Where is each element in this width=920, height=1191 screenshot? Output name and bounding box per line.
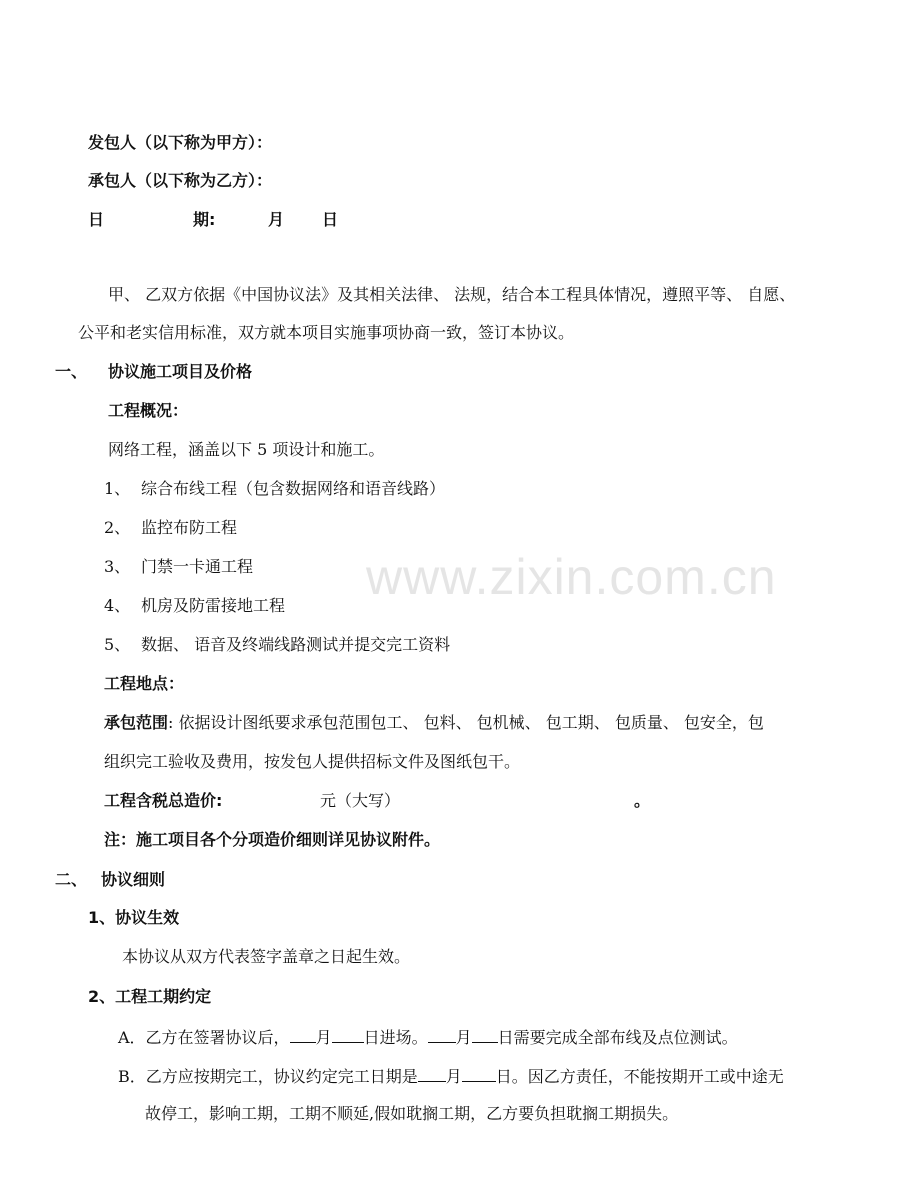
price-label: 工程含税总造价: xyxy=(104,791,223,810)
section-1-note: 注：施工项目各个分项造价细则详见协议附件。 xyxy=(104,830,441,849)
party-a-label: 发包人（以下称为甲方）： xyxy=(88,133,273,152)
date-day: 日 xyxy=(322,210,339,229)
price-end: 。 xyxy=(634,791,651,810)
blank-field xyxy=(428,1026,456,1043)
clause-b xyxy=(118,1065,784,1087)
scope-line-1 xyxy=(104,713,764,733)
list-item: 机房及防雷接地工程 xyxy=(141,596,286,615)
overview-text: 网络工程，涵盖以下 5 项设计和施工。 xyxy=(108,440,385,459)
section-1-title: 协议施工项目及价格 xyxy=(108,362,253,381)
clause-a-month1: 月 xyxy=(315,1028,332,1047)
watermark: www.zixin.com.cn xyxy=(366,549,777,605)
intro-line-1: 甲、 乙双方依据《中国协议法》及其相关法律、 法规，结合本工程具体情况，遵照平等、 自愿、 xyxy=(108,285,796,304)
blank-field xyxy=(462,1065,496,1082)
list-item-number: 3、 xyxy=(104,557,131,576)
section-1-number: 一、 xyxy=(55,362,88,381)
section-2-number: 二、 xyxy=(55,870,88,889)
clause-a-month2: 月 xyxy=(455,1028,472,1047)
blank-field xyxy=(290,1026,316,1043)
subsection-1-text: 本协议从双方代表签字盖章之日起生效。 xyxy=(122,947,411,966)
list-item: 数据、 语音及终端线路测试并提交完工资料 xyxy=(141,635,451,654)
clause-b-rest: 日。因乙方责任，不能按期开工或中途无 xyxy=(495,1067,784,1086)
scope-text: : 依据设计图纸要求承包范围包工、 包料、 包机械、 包工期、 包质量、 包安全，包 xyxy=(168,713,764,732)
price-unit: 元（大写） xyxy=(320,791,401,810)
list-item: 监控布防工程 xyxy=(141,518,238,537)
clause-a xyxy=(118,1026,738,1048)
blank-field xyxy=(472,1026,498,1043)
list-item-number: 1、 xyxy=(104,479,131,498)
clause-b-line-2: 故停工，影响工期，工期不顺延,假如耽搁工期，乙方要负担耽搁工期损失。 xyxy=(145,1104,679,1123)
blank-field xyxy=(418,1065,446,1082)
clause-b-prefix: B．乙方应按期完工，协议约定完工日期是 xyxy=(118,1067,418,1086)
list-item: 门禁一卡通工程 xyxy=(141,557,254,576)
section-2-title: 协议细则 xyxy=(101,870,166,889)
list-item-number: 2、 xyxy=(104,518,131,537)
subsection-1-title: 1、协议生效 xyxy=(88,908,180,927)
date-label: 期: xyxy=(193,210,216,229)
list-item-number: 5、 xyxy=(104,635,131,654)
date-label-day: 日 xyxy=(88,210,105,229)
clause-b-month: 月 xyxy=(445,1067,462,1086)
scope-label: 承包范围 xyxy=(104,713,169,732)
clause-a-prefix: A．乙方在签署协议后， xyxy=(118,1028,290,1047)
subsection-2-title: 2、工程工期约定 xyxy=(88,987,212,1006)
list-item: 综合布线工程（包含数据网络和语音线路） xyxy=(141,479,446,498)
overview-label: 工程概况： xyxy=(108,401,189,420)
party-b-label: 承包人（以下称为乙方）： xyxy=(88,171,273,190)
date-month: 月 xyxy=(268,210,285,229)
clause-a-day1: 日进场。 xyxy=(363,1028,428,1047)
intro-line-2: 公平和老实信用标准，双方就本项目实施事项协商一致，签订本协议。 xyxy=(78,323,575,342)
location-label: 工程地点： xyxy=(104,674,185,693)
scope-line-2: 组织完工验收及费用，按发包人提供招标文件及图纸包干。 xyxy=(104,752,521,771)
clause-a-day2: 日需要完成全部布线及点位测试。 xyxy=(497,1028,738,1047)
blank-field xyxy=(332,1026,364,1043)
list-item-number: 4、 xyxy=(104,596,131,615)
